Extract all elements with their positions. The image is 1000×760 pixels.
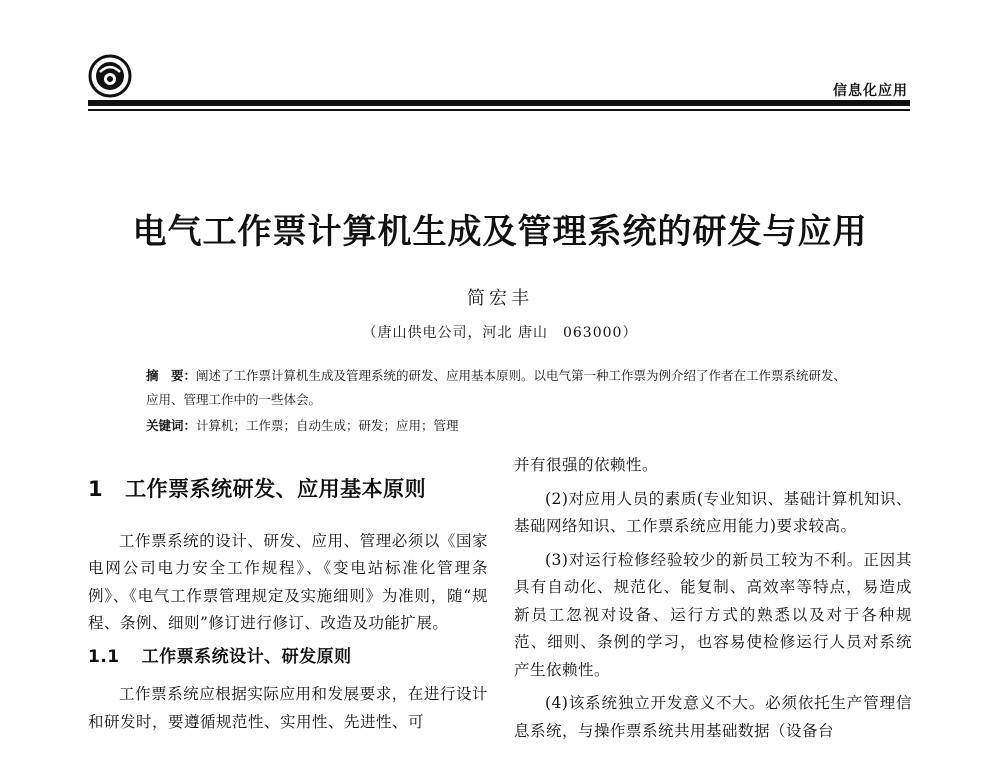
header-rule-thin — [88, 109, 910, 111]
section-number: 1 — [88, 477, 104, 501]
keywords-label: 关键词： — [146, 418, 197, 433]
section-title: 工作票系统研发、应用基本原则 — [125, 477, 427, 501]
header-rule-thick — [88, 100, 910, 106]
article-affiliation: （唐山供电公司，河北 唐山 063000） — [362, 325, 638, 341]
journal-logo-icon — [88, 54, 132, 98]
abstract — [146, 364, 858, 412]
section-heading-1 — [88, 476, 488, 504]
right-column — [514, 452, 912, 751]
paragraph: 工作票系统应根据实际应用和发展要求，在进行设计和研发时，要遵循规范性、实用性、先进性、可 — [88, 685, 488, 731]
subsection-title: 工作票系统设计、研发原则 — [141, 646, 352, 667]
paragraph: (3)对运行检修经验较少的新员工较为不利。正因其具有自动化、规范化、能复制、高效率等特点，易造成新员工忽视对设备、运行方式的熟悉以及对于各种规范、细则、条例的学习，也容易使检修运行人员对系统产生依赖性。 — [514, 550, 912, 679]
paragraph: (2)对应用人员的素质(专业知识、基础计算机知识、基础网络知识、工作票系统应用能力)要求较高。 — [514, 489, 912, 535]
paragraph: 工作票系统的设计、研发、应用、管理必须以《国家电网公司电力安全工作规程》、《变电站标准化管理条例》、《电气工作票管理规定及实施细则》为准则，随“规程、条例、细则”修订进行修订、改造及功能扩展。 — [88, 531, 488, 632]
abstract-text: 阐述了工作票计算机生成及管理系统的研发、应用基本原则。以电气第一种工作票为例介绍了作者在工作票系统研发、应用、管理工作中的一些体会。 — [146, 368, 847, 407]
article-title: 电气工作票计算机生成及管理系统的研发与应用 — [132, 212, 868, 252]
article-author: 简宏丰 — [467, 288, 533, 309]
left-column — [88, 448, 488, 742]
paragraph: 并有很强的依赖性。 — [514, 456, 659, 474]
keywords-text: 计算机；工作票；自动生成；研发；应用；管理 — [196, 418, 459, 433]
subsection-number: 1.1 — [88, 646, 120, 667]
journal-section-label: 信息化应用 — [833, 83, 908, 99]
subsection-heading-1-1 — [88, 644, 488, 672]
paragraph: (4)该系统独立开发意义不大。必须依托生产管理信息系统，与操作票系统共用基础数据（设备台 — [514, 694, 912, 740]
keywords — [146, 414, 858, 438]
abstract-label: 摘 要： — [146, 368, 197, 383]
